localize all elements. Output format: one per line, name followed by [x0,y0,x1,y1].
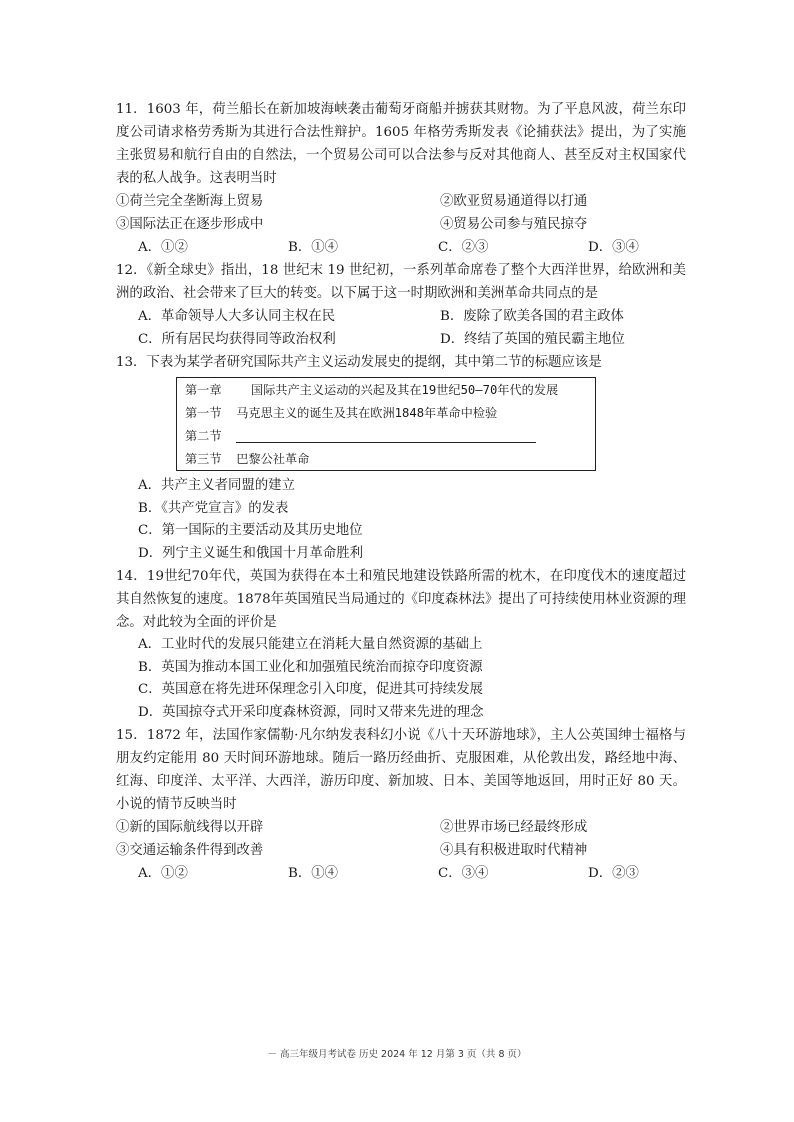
outline-row-label: 第二节 [177,424,596,447]
outline-row-text: 巴黎公社革命 [236,452,310,466]
question-11-items-row-1 [116,190,686,213]
question-14-option-a[interactable]: A．工业时代的发展只能建立在消耗大量自然资源的基础上 [138,637,483,652]
question-14-option-d[interactable]: D．英国掠夺式开采印度森林资源，同时又带来先进的理念 [138,704,484,720]
question-12-options-row-1 [116,305,686,328]
outline-row [177,424,596,447]
question-11-option-d[interactable]: D．③④ [588,240,639,255]
question-15-stem: 15．1872 年，法国作家儒勒·凡尔纳发表科幻小说《八十天环游地球》，主人公英国绅士福格与朋友约定能用 80 天时间环游地球。随后一路历经曲折、克服困难，从伦敦出发，路经地中海、红海、印度洋、太平洋、大西洋，游历印度、新加坡、日本、美国等地返回，用时正好 80 天。小说的情节反映当时 [116,728,686,812]
question-15-item-4: ④具有积极进取时代精神 [440,843,588,858]
question-15-items-row-2 [116,839,686,862]
question-12 [116,259,686,351]
outline-row [177,378,596,402]
question-15-option-b[interactable]: B．①④ [288,866,339,881]
question-15-item-2: ②世界市场已经最终形成 [440,820,588,835]
question-13-option-c[interactable]: C．第一国际的主要活动及其历史地位 [138,523,363,538]
outline-row-text: 马克思主义的诞生及其在欧洲1848年革命中检验 [236,406,498,420]
outline-table [176,377,596,471]
exam-page [116,98,686,885]
question-13 [116,351,686,565]
question-15-options [116,862,686,885]
question-12-option-a[interactable]: A．革命领导人大多认同主权在民 [138,309,336,324]
question-11-item-3: ③国际法正在逐步形成中 [116,217,264,232]
question-15-option-a[interactable]: A．①② [138,866,188,881]
question-14-option-c[interactable]: C．英国意在将先进环保理念引入印度，促进其可持续发展 [138,682,484,697]
question-15 [116,724,686,885]
outline-row-text: 国际共产主义运动的兴起及其在19世纪50—70年代的发展 [250,383,559,397]
question-11-options [116,236,686,259]
question-15-item-1: ①新的国际航线得以开辟 [116,820,264,835]
question-12-options-row-2 [116,328,686,351]
question-13-option-d[interactable]: D．列宁主义诞生和俄国十月革命胜利 [138,545,363,561]
question-11-items-row-2 [116,213,686,236]
question-15-option-d[interactable]: D．②③ [588,866,639,881]
outline-row-label: 第一章 国际共产主义运动的兴起及其在19世纪50—70年代的发展 [185,383,559,397]
question-15-option-c[interactable]: C．③④ [438,866,489,881]
question-13-option-a[interactable]: A．共产主义者同盟的建立 [138,478,295,493]
question-11-option-b[interactable]: B．①④ [288,240,339,255]
page-footer: － 高三年级月考试卷 历史 2024 年 12 月第 3 页（共 8 页） [267,1049,527,1060]
question-14 [116,565,686,724]
question-11-option-c[interactable]: C．②③ [438,240,489,255]
question-11-item-4: ④贸易公司参与殖民掠夺 [440,217,588,232]
question-11-item-1: ①荷兰完全垄断海上贸易 [116,194,264,209]
question-12-option-b[interactable]: B．废除了欧美各国的君主政体 [440,309,624,324]
question-13-stem: 13．下表为某学者研究国际共产主义运动发展史的提纲，其中第二节的标题应该是 [116,355,602,370]
question-11-item-2: ②欧亚贸易通道得以打通 [440,194,588,209]
question-11-stem: 11．1603 年，荷兰船长在新加坡海峡袭击葡萄牙商船并掳获其财物。为了平息风波，荷兰东印度公司请求格劳秀斯为其进行合法性辩护。1605 年格劳秀斯发表《论捕获法》提出，为了实施主张贸易和航行自由的自然法，一个贸易公司可以合法参与反对其他商人、甚至反对主权国家代表的私人战争。这表明当时 [116,102,686,186]
question-15-item-3: ③交通运输条件得到改善 [116,843,264,858]
question-14-option-b[interactable]: B．英国为推动本国工业化和加强殖民统治而掠夺印度资源 [138,659,483,675]
outline-blank-line [236,430,536,443]
outline-row [177,447,596,471]
question-12-stem: 12．《新全球史》指出，18 世纪末 19 世纪初，一系列革命席卷了整个大西洋世界，给欧洲和美洲的政治、社会带来了巨大的转变。以下属于这一时期欧洲和美洲革命共同点的是 [116,263,686,301]
question-13-option-b[interactable]: B．《共产党宣言》的发表 [138,500,289,516]
question-12-option-c[interactable]: C．所有居民均获得同等政治权利 [138,332,336,347]
question-14-stem: 14．19世纪70年代，英国为获得在本土和殖民地建设铁路所需的枕木，在印度伐木的速度超过其自然恢复的速度。1878年英国殖民当局通过的《印度森林法》提出了可持续使用林业资源的理念。对此较为全面的评价是 [116,569,686,630]
question-11-option-a[interactable]: A．①② [138,240,188,255]
question-12-option-d[interactable]: D．终结了英国的殖民霸主地位 [440,332,625,347]
outline-row-label: 第一节 马克思主义的诞生及其在欧洲1848年革命中检验 [185,406,498,420]
outline-row-label: 第三节 巴黎公社革命 [185,452,310,466]
question-11 [116,98,686,259]
outline-row [177,401,596,424]
question-15-items-row-1 [116,816,686,839]
